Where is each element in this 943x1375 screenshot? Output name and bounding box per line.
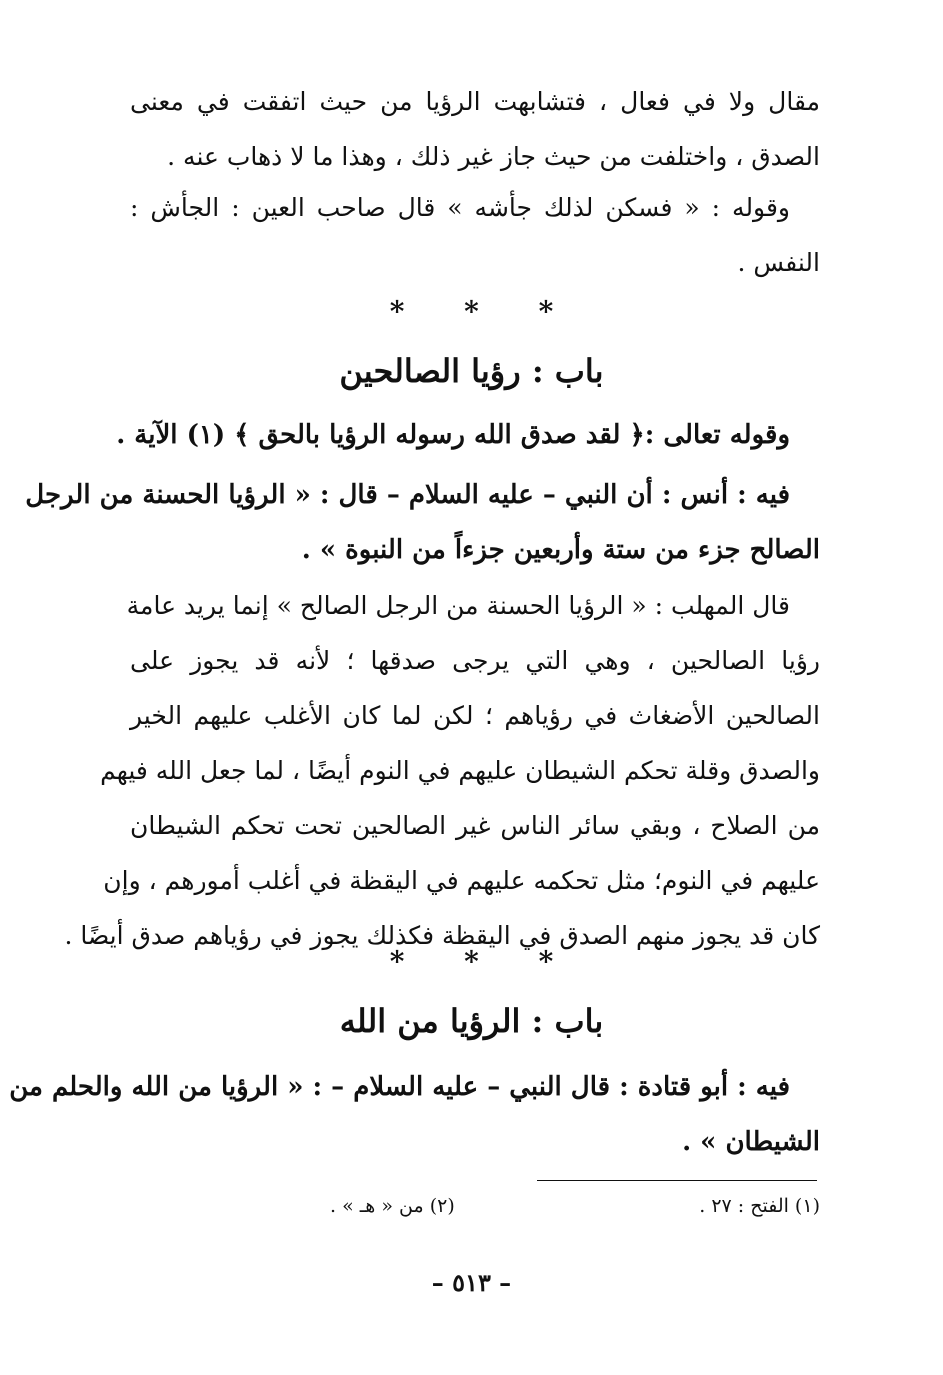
text-line: وقوله تعالى :﴿ لقد صدق الله رسوله الرؤيا بالحق ﴾ (١) الآية .	[116, 420, 790, 450]
text-line: النفس .	[737, 248, 820, 277]
section-title-righteous-dreams: باب : رؤيا الصالحين	[339, 352, 604, 390]
text-line: رؤيا الصالحين ، وهي التي يرجى صدقها ؛ لأنه قد يجوز على	[130, 646, 820, 675]
intro-paragraph	[130, 74, 820, 184]
jash-paragraph	[130, 180, 820, 290]
text-line: فيه : أبو قتادة : قال النبي – عليه السلام – : « الرؤيا من الله والحلم من	[9, 1072, 790, 1102]
text-line: قال المهلب : « الرؤيا الحسنة من الرجل الصالح » إنما يريد عامة	[126, 591, 790, 620]
text-line: الصالحين الأضغاث في رؤياهم ؛ لكن لما كان الأغلب عليهم الخير	[130, 701, 820, 730]
text-line: من الصلاح ، وبقي سائر الناس غير الصالحين تحت تحكم الشيطان	[130, 811, 820, 840]
footnote-1: (١) الفتح : ٢٧ .	[699, 1195, 820, 1217]
section-divider-stars: * * *	[389, 945, 554, 978]
verse-paragraph	[116, 408, 820, 463]
text-line: الصالح جزء من ستة وأربعين جزءاً من النبوة » .	[301, 535, 820, 565]
page-number: – ٥١٣ –	[431, 1268, 512, 1297]
text-line: والصدق وقلة تحكم الشيطان عليهم في النوم أيضًا ، لما جعل الله فيهم	[100, 756, 820, 785]
hadith-qatada-paragraph	[9, 1060, 820, 1170]
text-line: وقوله : « فسكن لذلك جأشه » قال صاحب العين : الجأش :	[130, 193, 790, 222]
hadith-anas-paragraph	[25, 468, 820, 578]
text-line: كان قد يجوز منهم الصدق في اليقظة فكذلك يجوز في رؤياهم صدق أيضًا .	[64, 921, 820, 950]
text-line: عليهم في النوم؛ مثل تحكمه عليهم في اليقظة في أغلب أمورهم ، وإن	[103, 866, 820, 895]
section-title-dreams-from-god: باب : الرؤيا من الله	[339, 1002, 604, 1040]
footnote-separator	[537, 1180, 817, 1181]
muhallab-commentary-paragraph	[64, 578, 820, 963]
footnote-2: (٢) من « هـ » .	[330, 1195, 455, 1217]
text-line: مقال ولا في فعال ، فتشابهت الرؤيا من حيث اتفقت في معنى	[130, 87, 820, 116]
footnotes	[330, 1195, 820, 1217]
text-line: الشيطان » .	[682, 1127, 820, 1157]
text-line: فيه : أنس : أن النبي – عليه السلام – قال : « الرؤيا الحسنة من الرجل	[25, 480, 790, 510]
text-line: الصدق ، واختلفت من حيث جاز غير ذلك ، وهذا ما لا ذهاب عنه .	[167, 142, 820, 171]
section-divider-stars: * * *	[389, 295, 554, 328]
